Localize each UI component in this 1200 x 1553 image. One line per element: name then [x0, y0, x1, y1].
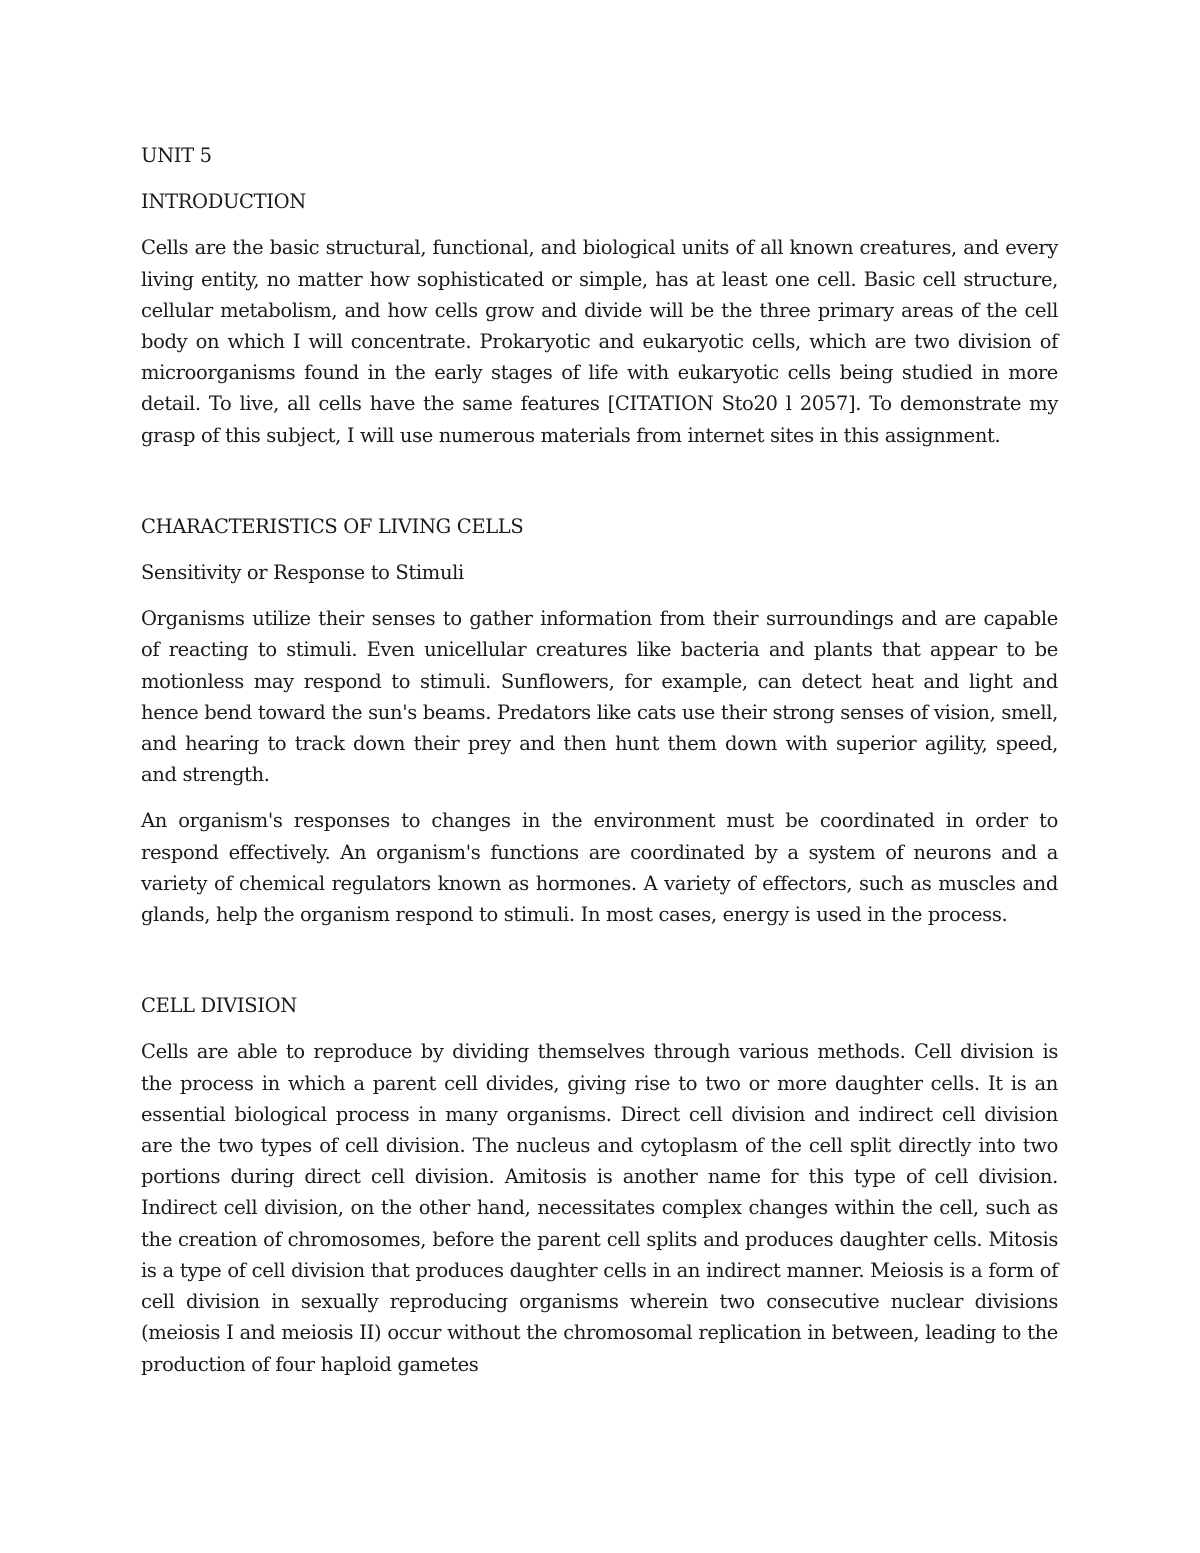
paragraph-stimuli: Organisms utilize their senses to gather information from their surroundings and are capable of reacting to stimuli. Even unicellular creatures like bacteria and plants that appear to be motionless may respond to stimuli. Sunflowers, for example, can detect heat and light and hence bend toward the sun's beams. Predators like cats use their strong senses of vision, smell, and hearing to track down their prey and then hunt them down with superior agility, speed, and strength.: [141, 607, 1058, 787]
paragraph-coordination: An organism's responses to changes in the environment must be coordinated in order to respond effectively. An organism's functions are coordinated by a system of neurons and a variety of chemical regulators known as hormones. A variety of effectors, such as muscles and glands, help the organism respond to stimuli. In most cases, energy is used in the process.: [141, 809, 1058, 927]
section-heading-characteristics: CHARACTERISTICS OF LIVING CELLS: [141, 514, 524, 538]
section-heading-cell-division: CELL DIVISION: [141, 994, 297, 1018]
paragraph-cell-division: Cells are able to reproduce by dividing themselves through various methods. Cell division is the process in which a parent cell divides, giving rise to two or more daughter cells. It is an essential biological process in many organisms. Direct cell division and indirect cell division are the two types of cell division. The nucleus and cytoplasm of the cell split directly into two portions during direct cell division. Amitosis is another name for this type of cell division. Indirect cell division, on the other hand, necessitates complex changes within the cell, such as the creation of chromosomes, before the parent cell splits and produces daughter cells. Mitosis is a type of cell division that produces daughter cells in an indirect manner. Meiosis is a form of cell division in sexually reproducing organisms wherein two consecutive nuclear divisions (meiosis I and meiosis II) occur without the chromosomal replication in between, leading to the production of four haploid gametes: [141, 1040, 1058, 1376]
paragraph-introduction: Cells are the basic structural, functional, and biological units of all known creatures, and every living entity, no matter how sophisticated or simple, has at least one cell. Basic cell structure, cellular metabolism, and how cells grow and divide will be the three primary areas of the cell body on which I will concentrate. Prokaryotic and eukaryotic cells, which are two division of microorganisms found in the early stages of life with eukaryotic cells being studied in more detail. To live, all cells have the same features [CITATION Sto20 l 2057]. To demonstrate my grasp of this subject, I will use numerous materials from internet sites in this assignment.: [141, 236, 1058, 447]
subheading-sensitivity: Sensitivity or Response to Stimuli: [141, 561, 464, 585]
document-body: [141, 140, 1058, 1395]
section-heading-introduction: INTRODUCTION: [141, 190, 306, 214]
unit-label: UNIT 5: [141, 144, 212, 167]
